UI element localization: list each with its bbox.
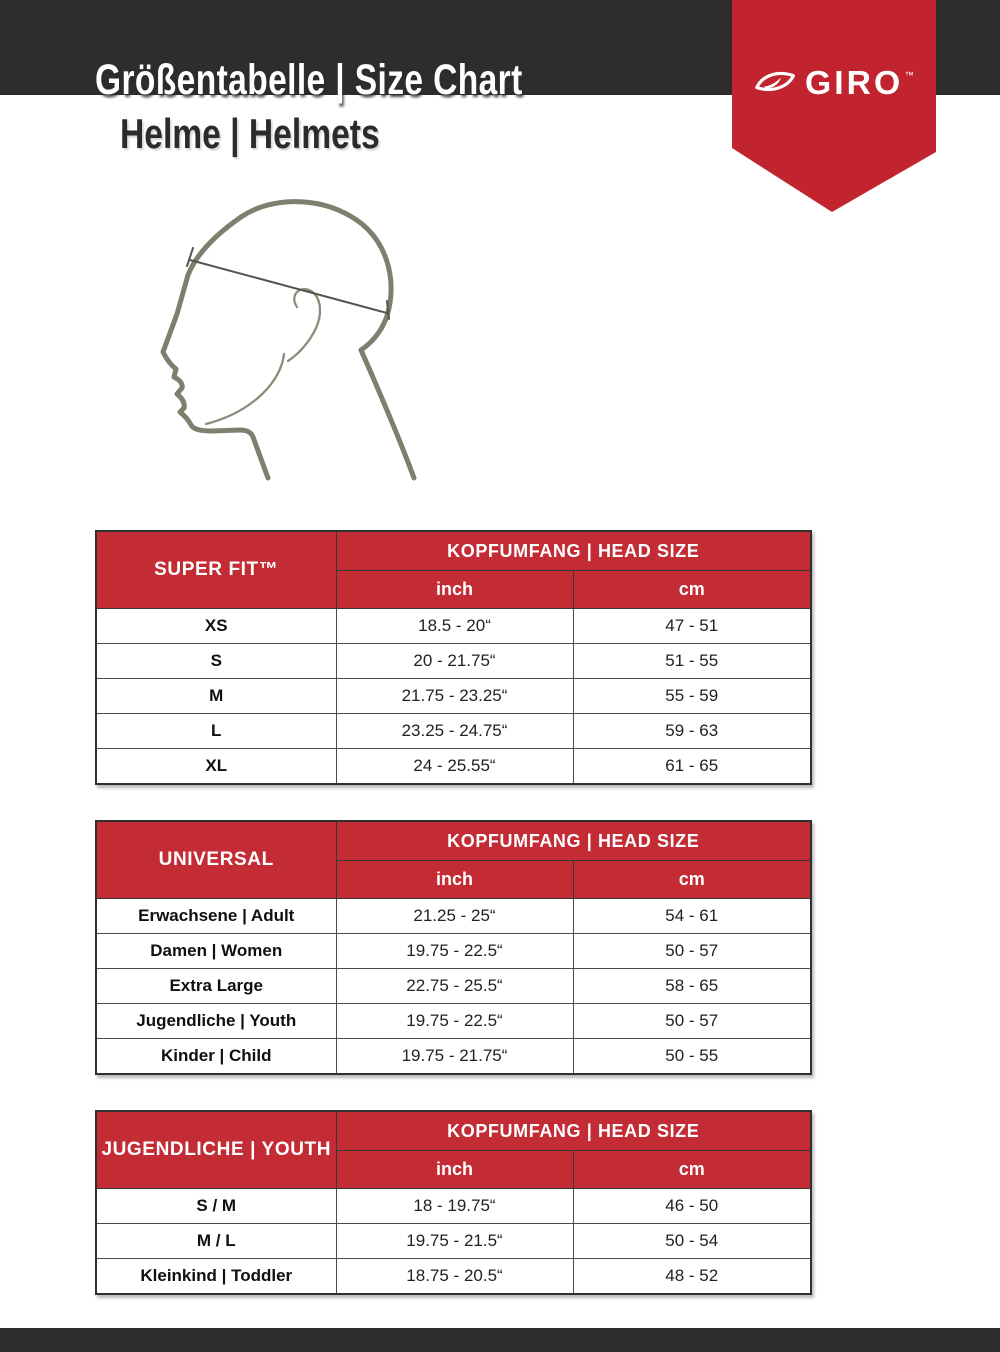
super-fit-size-table <box>95 530 812 785</box>
inch-value-cell: 19.75 - 22.5“ <box>336 1004 573 1039</box>
table-row <box>96 1004 811 1039</box>
inch-value-cell: 18.75 - 20.5“ <box>336 1259 573 1295</box>
inch-value-cell: 24 - 25.55“ <box>336 749 573 785</box>
cm-value-cell: 51 - 55 <box>573 644 811 679</box>
cm-value-cell: 50 - 55 <box>573 1039 811 1075</box>
inch-value-cell: 18.5 - 20“ <box>336 609 573 644</box>
cm-value-cell: 50 - 57 <box>573 934 811 969</box>
inch-value-cell: 19.75 - 21.5“ <box>336 1224 573 1259</box>
ribbon-banner-shape <box>732 0 936 212</box>
trademark-mark: ™ <box>904 70 914 80</box>
size-label-cell: S / M <box>96 1189 336 1224</box>
subheader-inch: inch <box>336 571 573 609</box>
subheader-cm: cm <box>573 861 811 899</box>
table-header-row <box>96 821 811 861</box>
size-label-cell: Damen | Women <box>96 934 336 969</box>
measurement-line <box>190 260 387 313</box>
universal-size-table <box>95 820 812 1075</box>
size-label-cell: M <box>96 679 336 714</box>
table-header-row <box>96 1111 811 1151</box>
table-main-header: KOPFUMFANG | HEAD SIZE <box>336 821 811 861</box>
table-row <box>96 1224 811 1259</box>
table-main-header: KOPFUMFANG | HEAD SIZE <box>336 531 811 571</box>
table-row <box>96 1189 811 1224</box>
table-row <box>96 679 811 714</box>
inch-value-cell: 19.75 - 21.75“ <box>336 1039 573 1075</box>
size-label-cell: L <box>96 714 336 749</box>
brand-logo-text: GIRO <box>805 64 904 101</box>
size-label-cell: Kleinkind | Toddler <box>96 1259 336 1295</box>
table-row <box>96 934 811 969</box>
head-profile-figure <box>130 180 480 500</box>
table-side-label: UNIVERSAL <box>96 821 336 899</box>
inch-value-cell: 23.25 - 24.75“ <box>336 714 573 749</box>
table-row <box>96 1039 811 1075</box>
inch-value-cell: 21.75 - 23.25“ <box>336 679 573 714</box>
size-label-cell: Extra Large <box>96 969 336 1004</box>
table-row <box>96 749 811 785</box>
page-subtitle: Helme | Helmets <box>120 110 380 157</box>
size-label-cell: S <box>96 644 336 679</box>
cm-value-cell: 59 - 63 <box>573 714 811 749</box>
cm-value-cell: 48 - 52 <box>573 1259 811 1295</box>
size-label-cell: Jugendliche | Youth <box>96 1004 336 1039</box>
ear-line <box>288 289 320 361</box>
size-label-cell: Erwachsene | Adult <box>96 899 336 934</box>
inch-value-cell: 21.25 - 25“ <box>336 899 573 934</box>
cm-value-cell: 50 - 54 <box>573 1224 811 1259</box>
cm-value-cell: 61 - 65 <box>573 749 811 785</box>
table-row <box>96 609 811 644</box>
jaw-line <box>206 354 284 424</box>
cm-value-cell: 46 - 50 <box>573 1189 811 1224</box>
table-main-header: KOPFUMFANG | HEAD SIZE <box>336 1111 811 1151</box>
inch-value-cell: 18 - 19.75“ <box>336 1189 573 1224</box>
size-label-cell: Kinder | Child <box>96 1039 336 1075</box>
size-label-cell: M / L <box>96 1224 336 1259</box>
table-row <box>96 644 811 679</box>
inch-value-cell: 22.75 - 25.5“ <box>336 969 573 1004</box>
cm-value-cell: 50 - 57 <box>573 1004 811 1039</box>
table-side-label: SUPER FIT™ <box>96 531 336 609</box>
table-side-label: JUGENDLICHE | YOUTH <box>96 1111 336 1189</box>
table-row <box>96 1259 811 1295</box>
page-title: Größentabelle | Size Chart <box>95 56 523 104</box>
table-header-row <box>96 531 811 571</box>
inch-value-cell: 20 - 21.75“ <box>336 644 573 679</box>
subheader-inch: inch <box>336 1151 573 1189</box>
cm-value-cell: 58 - 65 <box>573 969 811 1004</box>
cm-value-cell: 47 - 51 <box>573 609 811 644</box>
brand-ribbon <box>732 0 936 212</box>
cm-value-cell: 55 - 59 <box>573 679 811 714</box>
table-row <box>96 969 811 1004</box>
head-outline <box>163 202 414 478</box>
giro-logo <box>732 66 936 99</box>
size-label-cell: XS <box>96 609 336 644</box>
subheader-inch: inch <box>336 861 573 899</box>
size-label-cell: XL <box>96 749 336 785</box>
giro-eye-icon <box>754 68 798 98</box>
youth-size-table <box>95 1110 812 1295</box>
cm-value-cell: 54 - 61 <box>573 899 811 934</box>
subheader-cm: cm <box>573 571 811 609</box>
bottom-dark-bar <box>0 1328 1000 1352</box>
table-row <box>96 714 811 749</box>
subheader-cm: cm <box>573 1151 811 1189</box>
table-row <box>96 899 811 934</box>
inch-value-cell: 19.75 - 22.5“ <box>336 934 573 969</box>
